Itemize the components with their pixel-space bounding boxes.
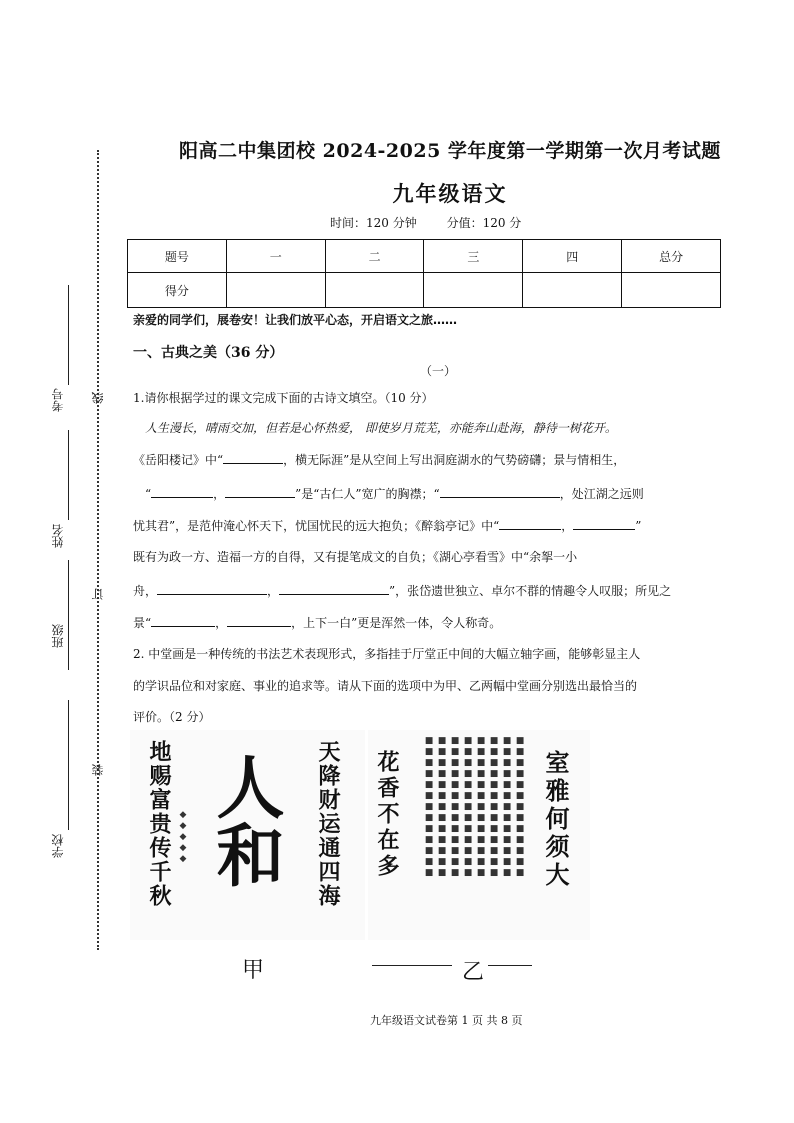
- name-line: [68, 430, 69, 520]
- class-line: [68, 560, 69, 670]
- answer-blank[interactable]: [151, 614, 215, 627]
- school-line: [68, 700, 69, 830]
- exam-subtitle: 九年级语文: [392, 181, 508, 206]
- q1-text: ，处江湖之远则: [559, 487, 644, 501]
- seal-mark-ding: 订: [91, 588, 105, 600]
- score-row-label: 得分: [128, 273, 227, 308]
- exam-no-line: [68, 285, 69, 385]
- q2-line2: 的学识品位和对家庭、事业的追求等。请从下面的选项中为甲、乙两幅中堂画分别选出最恰当的: [133, 679, 638, 693]
- score-table-header: 一: [226, 240, 325, 273]
- score-table-header: 三: [424, 240, 523, 273]
- answer-blank[interactable]: [499, 517, 561, 530]
- q1-text: ，: [215, 616, 228, 630]
- score-table-header-row: [128, 240, 721, 273]
- q1-text: ”是“古仁人”宽广的胸襟；“: [295, 487, 440, 501]
- yi-left-couplet: 花香不在多: [374, 750, 400, 880]
- seal-mark-zhuang: 装: [91, 764, 105, 776]
- label-jia: 甲: [242, 958, 265, 983]
- jia-center-character: 人和: [205, 752, 285, 888]
- score-label: 分值：120 分: [446, 216, 522, 230]
- score-table-header: 题号: [128, 240, 227, 273]
- q1-line1: [133, 451, 747, 468]
- score-table-score-row: [128, 273, 721, 308]
- jia-right-couplet: 天降财运通四海: [315, 740, 341, 908]
- q1-prompt: 1.请你根据学过的课文完成下面的古诗文填空。（10 分）: [133, 391, 434, 405]
- answer-blank[interactable]: [151, 485, 213, 498]
- answer-blank[interactable]: [225, 485, 295, 498]
- time-label: 时间：120 分钟: [330, 216, 417, 230]
- score-cell[interactable]: [424, 273, 523, 308]
- answer-blank[interactable]: [223, 451, 283, 464]
- score-cell[interactable]: [226, 273, 325, 308]
- yi-right-couplet: 室雅何须大: [541, 750, 570, 890]
- q1-line6: [133, 614, 747, 631]
- yi-center-text-block: ■■■■■■■■■■■■■ ■■■■■■■■■■■■■ ■■■■■■■■■■■■■ ■■■■■■■■■■■■■ ■■■■■■■■■■■■■ ■■■■■■■■■■■■■ ■■■■■■■■■■■■■ ■■■■■■■■■■■■■: [424, 736, 525, 879]
- q1-text: ”，张岱遗世独立、卓尔不群的情趣令人叹服；所见之: [389, 584, 672, 598]
- q1-line5: [133, 582, 747, 599]
- q1-text: ，: [561, 519, 574, 533]
- section-title: 一、古典之美（36 分）: [133, 345, 284, 361]
- q1-text: 景“: [133, 616, 152, 630]
- q1-text: ，: [267, 584, 280, 598]
- exam-meta: [330, 214, 547, 231]
- q2-line3: 评价。（2 分）: [133, 710, 211, 724]
- binding-dotted-line: [97, 150, 99, 950]
- q1-text: 《岳阳楼记》中“: [133, 453, 224, 467]
- score-cell[interactable]: [325, 273, 424, 308]
- answer-blank[interactable]: [573, 517, 635, 530]
- seal-mark-xian: 线: [91, 392, 105, 404]
- answer-blank[interactable]: [227, 614, 291, 627]
- exam-no-label: 考号: [51, 388, 65, 412]
- name-label: 姓名: [51, 524, 65, 548]
- q1-text: ”: [635, 519, 642, 533]
- score-table: [127, 239, 721, 308]
- q1-line3: [133, 517, 747, 534]
- q1-line4: 既有为政一方、造福一方的自得，又有提笔成文的自负；《湖心亭看雪》中“余挐一小: [133, 550, 578, 564]
- label-yi: 乙: [462, 960, 485, 985]
- jia-left-couplet: 地赐富贵传千秋: [146, 740, 172, 908]
- label-yi-line-left: [372, 965, 452, 966]
- q1-text: ，横无际涯”是从空间上写出洞庭湖水的气势磅礴；景与情相生，: [283, 453, 626, 467]
- q1-text: “: [145, 487, 152, 501]
- page-footer: 九年级语文试卷第 1 页 共 8 页: [370, 1014, 523, 1027]
- greeting: 亲爱的同学们，展卷安！让我们放平心态，开启语文之旅……: [133, 313, 458, 327]
- section-part: （一）: [420, 364, 457, 378]
- class-label: 班级: [51, 624, 65, 648]
- label-yi-line-right: [488, 965, 532, 966]
- q1-text: 忧其君”，是范仲淹心怀天下，忧国忧民的远大抱负；《醉翁亭记》中“: [133, 519, 500, 533]
- exam-title: 阳高二中集团校 2024-2025 学年度第一学期第一次月考试题: [179, 140, 721, 162]
- q1-line2: [145, 485, 759, 502]
- school-label: 学校: [51, 834, 65, 858]
- answer-blank[interactable]: [279, 582, 389, 595]
- score-cell[interactable]: [622, 273, 721, 308]
- jia-seal-note: ◆◆◆◆◆: [178, 810, 188, 865]
- score-cell[interactable]: [523, 273, 622, 308]
- q1-text: ，: [213, 487, 226, 501]
- score-table-header: 总分: [622, 240, 721, 273]
- q2-line1: 2. 中堂画是一种传统的书法艺术表现形式，多指挂于厅堂正中间的大幅立轴字画，能够彰显主人: [133, 647, 641, 661]
- answer-blank[interactable]: [440, 485, 560, 498]
- score-table-header: 二: [325, 240, 424, 273]
- q1-text: 舟，: [133, 584, 158, 598]
- q1-intro: 人生漫长，晴雨交加，但若是心怀热爱， 即使岁月荒芜，亦能奔山赴海，静待一树花开。: [145, 421, 617, 435]
- score-table-header: 四: [523, 240, 622, 273]
- answer-blank[interactable]: [157, 582, 267, 595]
- q1-text: ，上下一白”更是浑然一体，令人称奇。: [291, 616, 502, 630]
- calligraphy-images: [130, 730, 590, 945]
